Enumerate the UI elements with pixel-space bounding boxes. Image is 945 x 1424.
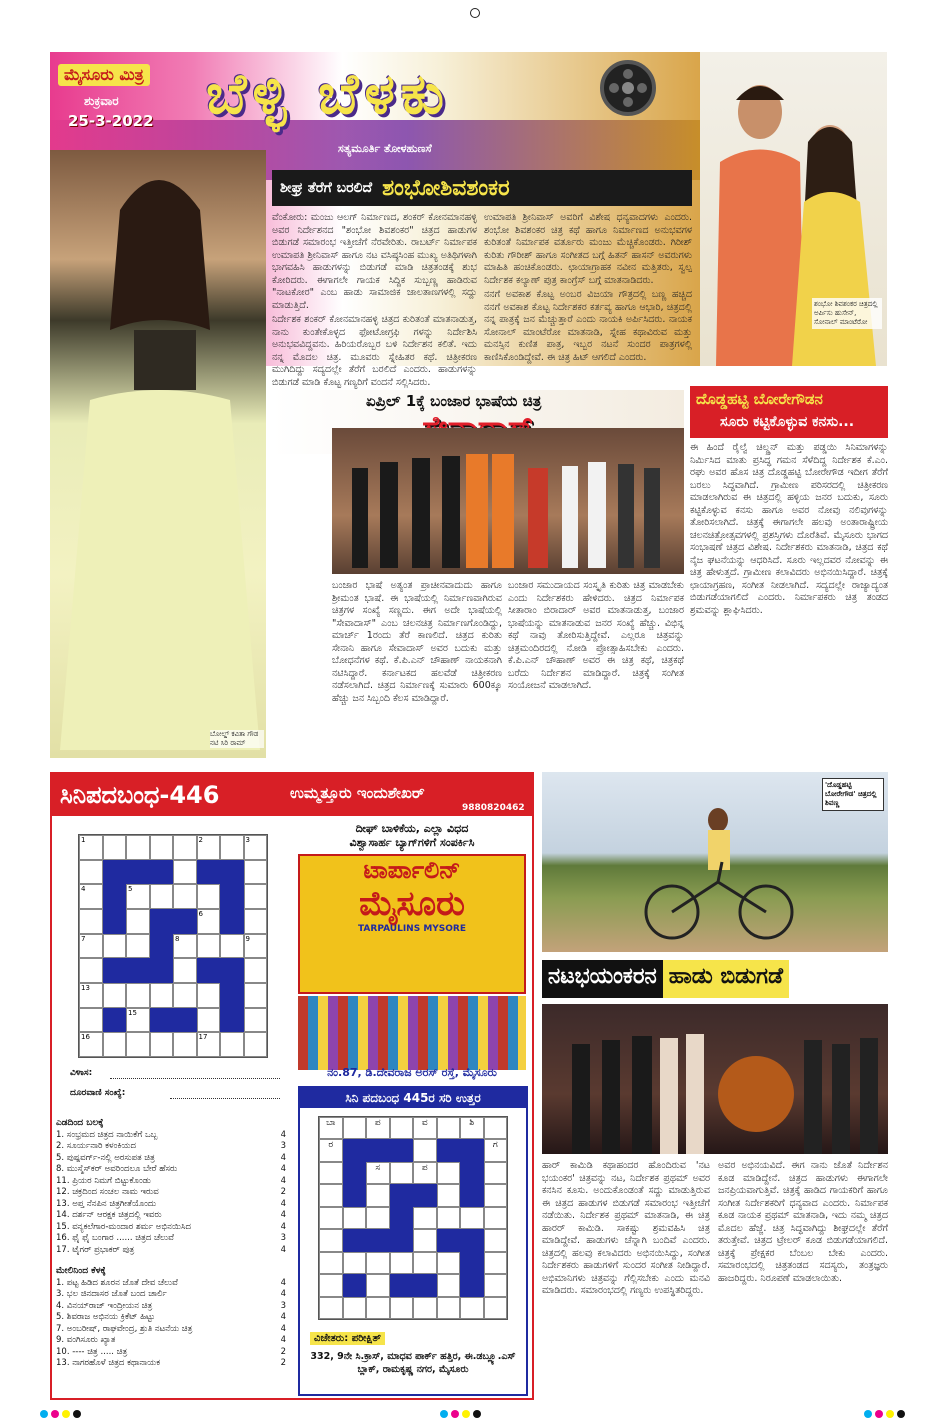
clue-length: 4 [280,1335,286,1346]
grid-cell[interactable] [244,1032,268,1057]
color-bar-center [440,1410,481,1418]
clue-length: 4 [280,1130,286,1140]
grid-cell[interactable]: 13 [79,983,103,1008]
ad-brand-en: TARPAULINS MYSORE [357,924,467,934]
grid-cell [319,1229,343,1251]
story3-headline-line1: ದೊಡ್ಡಹಟ್ಟಿ ಬೋರೇಗೌಡನ [696,390,823,408]
grid-cell[interactable] [244,958,268,983]
clue-length: 4 [280,1289,286,1300]
clue-length: 2 [280,1358,286,1369]
grid-cell[interactable] [103,1032,127,1057]
grid-block [390,1139,414,1161]
crossword-title: ಸಿನಿಪದಬಂಧ-446 [60,781,220,809]
issue-date: 25-3-2022 [68,112,154,130]
clue-length: 3 [280,1141,286,1152]
grid-cell[interactable]: 5 [126,884,150,909]
down-clues [56,1266,286,1370]
clue-text: 8. ಮುಸ್ಮೆಸ್‌ಕರ್ ಅವರಿಂದಲೂ ಬೇರೆ ಹೆಸರು [56,1164,178,1175]
clue-item [56,1164,286,1175]
grid-cell[interactable]: 7 [79,934,103,959]
grid-cell[interactable]: 9 [244,934,268,959]
clue-item [56,1289,286,1300]
grid-block [150,934,174,959]
ad-address: ನಂ.87, ಡಿ.ದೇವರಾಜ ಅರಸ್ ರಸ್ತೆ, ಮೈಸೂರು [327,1066,497,1079]
story3-body [690,442,888,754]
grid-cell [390,1162,414,1184]
grid-block [126,958,150,983]
grid-cell[interactable] [220,835,244,860]
grid-cell [437,1297,461,1319]
grid-block [103,958,127,983]
grid-cell [343,1297,367,1319]
grid-cell[interactable]: 17 [197,1032,221,1057]
grid-block [366,1229,390,1251]
grid-cell: ವ [413,1117,437,1139]
grid-cell [437,1117,461,1139]
phone-line[interactable] [170,1098,280,1099]
grid-block [220,1008,244,1033]
grid-cell [366,1297,390,1319]
grid-cell[interactable]: 6 [197,909,221,934]
story4-headline-b: ಹಾಡು ಬಿಡುಗಡೆ [663,960,789,998]
boregowda-photo [542,772,888,952]
story4-paragraph: ಅವರ ಅಭಿನಯವಿದೆ. ಈಗ ನಾನು ಜೊತೆ ನಿರ್ದೇಶನ ಕೂಡ ಮಾಡಿದ್ದೇನೆ. ಚಿತ್ರದ ಹಾಡುಗಳು ಈಗಾಗಲೇ ಜನಪ್ರಿಯವಾಗುತ್ತಿವೆ. ಚಿತ್ರಕ್ಕೆ ಹಾಡಿದ ಗಾಯಕರಿಗೆ ಹಾಗೂ ಸಂಗೀತ ನಿರ್ದೇಶಕರಿಗೆ ಧನ್ಯವಾದ ಎಂದರು. ನಿರ್ಮಾಪಕ ಕೂಡ ನಾಯಕ ಪ್ರಥಮ್ ಮಾತನಾಡಿ, ಇದು ನಮ್ಮ ಚಿತ್ರದ ಮೊದಲ ಹೆಜ್ಜೆ. ಚಿತ್ರ ಸಿದ್ಧವಾಗಿದ್ದು ಶೀಘ್ರದಲ್ಲೇ ತೆರೆಗೆ ತರುತ್ತೇವೆ. ಚಿತ್ರದ ಟ್ರೇಲರ್ ಕೂಡ ಬಿಡುಗಡೆಯಾಗಲಿದೆ. ಚಿತ್ರಕ್ಕೆ ಪ್ರೇಕ್ಷಕರ ಬೆಂಬಲ ಬೇಕು ಎಂದರು. ಸಮಾರಂಭದಲ್ಲಿ ಚಿತ್ರತಂಡದ ಸದಸ್ಯರು, ತಂತ್ರಜ್ಞರು ಹಾಜರಿದ್ದರು. ನಿರೂಪಣೆ ಮಾಡಲಾಯಿತು. [718,1160,888,1284]
grid-cell[interactable]: 3 [244,835,268,860]
grid-cell[interactable] [173,983,197,1008]
grid-block [343,1229,367,1251]
clue-text: 5. ಶಿವರಾಜ ಅಭಿನಯ ಕ್ರಿಕೆಟ್ ಹಿಟ್ಟು [56,1312,155,1323]
story1-column-2 [484,212,692,392]
grid-cell[interactable] [197,934,221,959]
clue-text: 4. ವಿನಯ್‌ರಾಜ್ ಇಂದ್ರೀಯನ ಚಿತ್ರ [56,1300,153,1311]
clue-item [56,1347,286,1358]
clue-item [56,1278,286,1289]
grid-cell: ಬಾ [319,1117,343,1139]
grid-block [220,958,244,983]
clue-text: 14. ದರ್ಶನ್ ಆರಕ್ಷಕ ಚಿತ್ರದಲ್ಲಿ ಇವರು [56,1210,162,1221]
grid-cell[interactable] [173,835,197,860]
couple-photo [700,52,887,366]
actress-photo [50,150,266,758]
story1-paragraph: ನನಗೆ ಅವಕಾಶ ಕೊಟ್ಟ ಅಂಬರ ವಿಜಯಾ ಗೌತ್ರದಲ್ಲಿ ಬಣ್ಣ ಹಚ್ಚಿದ ನನಗೆ ಅವಕಾಶ ಕೊಟ್ಟ ನಿರ್ದೇಶಕರ ಕರ್ತವ್ಯ ಹಾಗೂ ಆಭಾರಿ, ಚಿತ್ರದಲ್ಲಿ ನನ್ನ ಪಾತ್ರಕ್ಕೆ ಜನ ಮೆಚ್ಚುತ್ತಾರೆ ಎಂದು ನಾಯಕಿ ಅರ್ಪಿಸಿದರು. ನಾಯಕ ಸೋನಾಲ್ ಮಾಂಟೆರೋ ಮಾತನಾಡಿ, ಸ್ನೇಹ ಕಥಾವಿರುವ ಮತ್ತು ಮನಸ್ಸಿನ ಕುಣಿತ ಪಾತ್ರ, ಇಬ್ಬರ ನಟನೆ ಸುಂದರ ಪಾತ್ರಗಳಲ್ಲಿ ಕಾಣಿಸಿಕೊಂಡಿದ್ದೇವೆ. ಈ ಚಿತ್ರ ಹಿಟ್ ಆಗಲಿದೆ ಎಂದರು. [484,289,692,363]
grid-cell [413,1207,437,1229]
grid-block [413,1184,437,1206]
grid-cell[interactable] [79,958,103,983]
crossword-phone: 9880820462 [462,803,525,813]
answer-grid [318,1116,508,1320]
grid-block [460,1139,484,1161]
story1-headline-pre: ಶೀಘ್ರ ತೆರೆಗೆ ಬರಲಿದೆ [280,180,373,196]
grid-block [150,958,174,983]
grid-block [197,860,221,885]
grid-cell [319,1184,343,1206]
ad-brand-sign [298,854,526,994]
grid-block [103,909,127,934]
issue-day: ಶುಕ್ರವಾರ [84,94,119,108]
grid-block [366,1139,390,1161]
grid-cell[interactable] [126,909,150,934]
clue-length: 4 [280,1312,286,1323]
grid-cell [484,1229,508,1251]
clue-length: 3 [280,1300,286,1311]
grid-cell[interactable] [220,934,244,959]
clue-item [56,1176,286,1187]
grid-block [103,884,127,909]
grid-cell [484,1274,508,1296]
grid-block [126,860,150,885]
clue-item [56,1210,286,1221]
grid-cell [319,1252,343,1274]
natabhayankara-photo [542,1004,888,1154]
story1-headline [272,170,692,206]
clue-item [56,1222,286,1233]
grid-block [390,1274,414,1296]
grid-cell [484,1184,508,1206]
story4-paragraph: ಹಾರ್ ಕಾಮಿಡಿ ಕಥಾಹಂದರ ಹೊಂದಿರುವ 'ನಟ ಭಯಂಕರ' ಚಿತ್ರವನ್ನು ನಟ, ನಿರ್ದೇಶಕ ಪ್ರಥಮ್ ಅವರ ಕನಸಿನ ಕೂಸು. ಅಂದುಕೊಂಡಂತೆ ಸದ್ದು ಮಾಡುತ್ತಿರುವ ಈ ಚಿತ್ರದ ಹಾಡುಗಳ ಬಿಡುಗಡೆ ಸಮಾರಂಭ ಇತ್ತೀಚೆಗೆ ನಡೆಯಿತು. ನಿರ್ದೇಶಕ ಪ್ರಥಮ್ ಮಾತನಾಡಿ, ಈ ಚಿತ್ರ ಹಾರರ್ ಕಾಮಿಡಿ. ಸಾಕಷ್ಟು ಶ್ರಮವಹಿಸಿ ಚಿತ್ರ ಮಾಡಿದ್ದೇವೆ. ಹಾಡುಗಳು ಚೆನ್ನಾಗಿ ಬಂದಿವೆ ಎಂದರು. ಚಿತ್ರದಲ್ಲಿ ಹಲವು ಕಲಾವಿದರು ಅಭಿನಯಿಸಿದ್ದು, ಸಂಗೀತ ನಿರ್ದೇಶಕರು ಹಾಡುಗಳಿಗೆ ಸುಂದರ ಸಂಗೀತ ನೀಡಿದ್ದಾರೆ. ಅಭಿಮಾನಿಗಳು ಚಿತ್ರವನ್ನು ಗೆಲ್ಲಿಸಬೇಕು ಎಂದು ಮನವಿ ಮಾಡಿದರು. ಸಮಾರಂಭದಲ್ಲಿ ಗಣ್ಯರು ಉಪಸ್ಥಿತರಿದ್ದರು. [542,1160,710,1297]
clue-item [56,1153,286,1164]
grid-block [460,1162,484,1184]
story4-headline [542,960,888,998]
down-title: ಮೇಲಿನಿಂದ ಕೆಳಕ್ಕೆ [56,1266,106,1276]
address-label: ವಿಳಾಸ: [70,1068,93,1078]
grid-cell[interactable] [244,860,268,885]
grid-cell[interactable] [150,835,174,860]
story1-paragraph: ನಿರ್ದೇಶಕ ಶಂಕರ್ ಕೋನಮಾನಹಳ್ಳಿ ಚಿತ್ರದ ಕುರಿತಂತೆ ಮಾತನಾಡುತ್ತ, ನಾನು ಕುಂತೇಕೊಳ್ಳದ ಫೋಟೋಗ್ರಫಿ ಗಳನ್ನು ನಿರ್ದೇಶಿಸಿ ಅನುಭವವಿದ್ದವನು. ಹಿರಿಯರೊಬ್ಬರ ಬಳಿ ನಿರ್ದೇಶನ ಕಲಿತೆ. ಇದು ನನ್ನ ಮೊದಲ ಚಿತ್ರ. ಮೂವರು ಸ್ನೇಹಿತರ ಕಥೆ. ಚಿತ್ರೀಕರಣ ಮುಗಿದಿದ್ದು ಸದ್ಯದಲ್ಲೇ ತೆರೆಗೆ ಬರಲಿದೆ ಎಂದರು. ಹಾಡುಗಳನ್ನು ಬಿಡುಗಡೆ ಮಾಡಿ ಕೊಟ್ಟ ಗಣ್ಯರಿಗೆ ವಂದನೆ ಸಲ್ಲಿಸಿದರು. [272,314,477,388]
grid-block [103,1008,127,1033]
clue-text: 5. ಪುಷ್ಪವರ್ಗ್-ನಲ್ಲಿ ಅರಸುಪತ ಚಿತ್ರ [56,1152,155,1163]
grid-cell[interactable] [150,884,174,909]
grid-cell[interactable] [220,1032,244,1057]
grid-cell[interactable]: 8 [173,934,197,959]
ad-brand-line2: ಮೈಸೂರು [359,884,465,924]
clue-text: 2. ಸೂರ್ಯನಾರಿ ಕಳಂಕಿಯದ [56,1141,136,1152]
clue-item [56,1324,286,1335]
clue-text: 16. ಫೈ ಫೈ ಬಂಗಾರ ...... ಚಿತ್ರದ ಚೆಲುವೆ [56,1233,174,1244]
winner-address: 332, 9ನೇ ಸಿ.ಕ್ರಾಸ್, ಮಾಧವ ಪಾರ್ಕ್ ಹತ್ತಿರ, ಈ.ಡಬ್ಲ್ಯೂ.ಎಸ್ ಬ್ಲಾಕ್, ರಾಮಕೃಷ್ಣ ನಗರ, ಮೈಸೂರು [310,1351,516,1376]
crossword-author: ಉಮ್ಮತ್ತೂರು ಇಂದುಶೇಖರ್ [290,784,425,802]
grid-cell: ಶಿ [460,1117,484,1139]
grid-cell [437,1162,461,1184]
clue-length: 2 [280,1187,286,1198]
grid-block [343,1162,367,1184]
grid-cell: ಸ [366,1162,390,1184]
grid-block [220,983,244,1008]
grid-cell[interactable] [197,983,221,1008]
grid-cell[interactable] [244,983,268,1008]
clue-text: 10. ---- ಚಿತ್ರ ..... ಚಿತ್ರ [56,1346,128,1357]
clue-text: 13. ನಾಗರಹೊಳೆ ಚಿತ್ರದ ಕಥಾನಾಯಕ [56,1358,161,1369]
clue-length: 3 [280,1233,286,1244]
sevadas-group-photo [332,428,684,574]
grid-block [173,1008,197,1033]
grid-cell[interactable] [126,934,150,959]
clue-item [56,1141,286,1152]
clue-length: 4 [280,1278,286,1288]
grid-block [150,1008,174,1033]
grid-cell [484,1297,508,1319]
grid-block [460,1252,484,1274]
grid-cell [484,1117,508,1139]
clue-text: 17. ಟೈಗರ್ ಪ್ರಭಾಕರ್ ಪುತ್ರ [56,1244,135,1255]
clue-text: 12. ಚಕ್ರದಿಂದ ಸಂಚಲ ನಾಮ ಇರುವ [56,1187,159,1198]
grid-cell [390,1117,414,1139]
clue-length: 4 [280,1210,286,1221]
grid-cell [343,1207,367,1229]
grid-cell [437,1207,461,1229]
clue-item [56,1187,286,1198]
clue-text: 3. ಭಲ ಜಿನದಾಸರ ಜೊತೆ ಬಂದ ಚಾರ್ಲಿ [56,1289,167,1300]
grid-cell[interactable]: 16 [79,1032,103,1057]
grid-cell[interactable] [173,884,197,909]
grid-block [343,1274,367,1296]
grid-cell [437,1252,461,1274]
phone-label: ದೂರವಾಣಿ ಸಂಖ್ಯೆ: [70,1088,126,1098]
clue-length: 4 [280,1244,286,1255]
grid-cell[interactable] [103,835,127,860]
grid-cell[interactable] [103,983,127,1008]
grid-block [220,860,244,885]
grid-cell [437,1274,461,1296]
winner-label: ವಿಜೇತರು: ಪರೀಕ್ಷಿತ್ [310,1332,385,1345]
clue-item [56,1199,286,1210]
grid-cell[interactable] [126,1032,150,1057]
grid-block [460,1184,484,1206]
grid-cell: ಪ [413,1162,437,1184]
grid-cell [390,1252,414,1274]
grid-cell[interactable] [126,983,150,1008]
grid-cell[interactable] [244,884,268,909]
grid-cell [319,1207,343,1229]
grid-cell[interactable] [150,983,174,1008]
grid-cell[interactable] [173,1032,197,1057]
story2-column-1 [332,580,502,752]
clue-length: 2 [280,1346,286,1357]
grid-cell [343,1252,367,1274]
grid-cell: ರ [319,1139,343,1161]
clue-text: 1. ಸಂಭ್ರಮದ ಚಿತ್ರದ ನಾಯಿಕೆಗೆ ಒಬ್ಬ [56,1130,158,1140]
grid-cell[interactable] [173,860,197,885]
clue-text: 1. ಪಟ್ಟ ಹಿಡಿದ ಶೂರನ ಜೊತೆ ದೇವ ಚೆಲುವೆ [56,1278,178,1288]
ad-line2: ವಿಶ್ವಾಸಾರ್ಹ ಬ್ಯಾಗ್‌ಗಳಿಗೆ ಸಂಪರ್ಕಿಸಿ [349,836,475,849]
story4-column-2 [718,1160,888,1400]
color-bar-left [40,1410,81,1418]
grid-cell[interactable]: 1 [79,835,103,860]
grid-cell [437,1184,461,1206]
grid-block [390,1184,414,1206]
crossword-grid[interactable] [78,834,268,1058]
address-line[interactable] [110,1078,280,1079]
grid-cell [413,1229,437,1251]
grid-block [390,1207,414,1229]
story4-column-1 [542,1160,710,1400]
grid-cell: ಗ [484,1139,508,1161]
grid-cell[interactable] [197,884,221,909]
grid-block [413,1274,437,1296]
grid-cell [484,1207,508,1229]
grid-cell [366,1184,390,1206]
clue-item [56,1301,286,1312]
ad-brand-line1: ಟಾರ್ಪಾಲಿನ್ [363,856,461,884]
grid-block [150,909,174,934]
grid-block [220,909,244,934]
grid-cell[interactable] [150,1032,174,1057]
story2-column-2 [508,580,684,752]
section-title: ಬೆಳ್ಳಿ ಬೆಳಕು [206,62,450,127]
film-reel-icon [600,60,656,116]
grid-block [173,909,197,934]
grid-block [343,1139,367,1161]
ad-line1: ದೀಘ್ ಬಾಳಿಕೆಯ, ಎಲ್ಲಾ ವಿಧದ [355,822,469,835]
grid-cell[interactable] [244,1008,268,1033]
across-clues [56,1118,286,1256]
clue-item [56,1233,286,1244]
grid-cell[interactable] [173,958,197,983]
clue-item [56,1130,286,1141]
story2-headline-pre: ಏಪ್ರಿಲ್ 1ಕ್ಕೆ ಬಂಜಾರ ಭಾಷೆಯ ಚಿತ್ರ [366,392,542,410]
grid-block [103,860,127,885]
grid-cell [460,1297,484,1319]
ad-shop-photo [298,996,526,1070]
actress-caption: ಬೋಲ್ಡ್ ಕವಿತಾ ಗೌಡ ನಟಿ ಸಿರಿ ರಾಮ್ [210,730,264,748]
clue-length: 4 [280,1198,286,1209]
grid-cell[interactable] [79,860,103,885]
grid-cell [366,1207,390,1229]
grid-cell[interactable] [126,835,150,860]
story4-headline-a: ನಟಭಯಂಕರನ [542,960,663,998]
grid-block [437,1139,461,1161]
boregowda-photo-caption: 'ದೊಡ್ಡಹಟ್ಟಿ ಬೋರೇಗೌಡ' ಚಿತ್ರದಲ್ಲಿ ಶಿವಣ್ಣ [822,778,884,811]
clue-text: 7. ಅಂಬರೀಷ್, ರಾಘವೇಂದ್ರ, ಶ್ರುತಿ ನಟನೆಯ ಚಿತ್ರ [56,1323,193,1334]
grid-cell [390,1297,414,1319]
clue-text: 11. ಪ್ರಿಯರ ನಿಮಗೆ ಬಿಟ್ಟುಕೊಂಡು [56,1175,151,1186]
grid-block [437,1229,461,1251]
clue-length: 4 [280,1221,286,1232]
color-bar-right [864,1410,905,1418]
grid-cell [413,1139,437,1161]
byline: ಸತ್ಯಮೂರ್ತಿ ತೋಳಹುಣಸೆ [338,142,432,155]
story1-paragraph: ವೆಂಕೋರು: ಮಂಜು ಆಲಗ್ ನಿರ್ಮಾಣದ, ಶಂಕರ್ ಕೋನಮಾನಹಳ್ಳಿ ಅವರ ನಿರ್ದೇಶನದ "ಶಂಭೋ ಶಿವಶಂಕರ" ಚಿತ್ರದ ಹಾಡುಗಳ ಬಿಡುಗಡೆ ಸಮಾರಂಭ ಇತ್ತೀಚೆಗೆ ನೆರವೇರಿತು. ರಾಬರ್ಟ್ ನಿರ್ಮಾಪಕ ಉಮಾಪತಿ ಶ್ರೀನಿವಾಸ್ ಹಾಗೂ ನಟ ವಸಿಷ್ಠಸಿಂಹ ಮುಖ್ಯ ಅತಿಥಿಗಳಾಗಿ ಭಾಗವಹಿಸಿ ಹಾಡುಗಳನ್ನು ಬಿಡುಗಡೆ ಮಾಡಿ ಚಿತ್ರತಂಡಕ್ಕೆ ಶುಭ ಕೋರಿದರು. ಈಗಾಗಲೇ ಗಾಯಕ ಸಿದ್ದಿಕ ಸುಬ್ಬಣ್ಣ ಹಾಡಿರುವ "ನಾಟಕೋರ" ಎಂಬ ಹಾಡು ಸಾಮಾಜಿಕ ಜಾಲತಾಣಗಳಲ್ಲಿ ಸದ್ದು ಮಾಡುತ್ತಿದೆ. [272,212,477,311]
answer-title: ಸಿನಿ ಪದಬಂಧ 445ರ ಸರಿ ಉತ್ತರ [300,1088,526,1108]
clue-text: 15. ವನ್ಯಕಲೆಗಾರ-ಮಂದಾರ ಶರ್ಮ ಅಭಿನಯಿಸಿದ [56,1221,191,1232]
story1-headline-main: ಶಂಭೋಶಿವಶಂಕರ [382,175,510,201]
clue-text: 9. ವಂಗಿಸೂರು ಖ್ಯಾತ [56,1335,116,1346]
registration-mark [470,8,480,18]
grid-cell[interactable] [197,1008,221,1033]
grid-cell: ಪ [366,1117,390,1139]
grid-cell[interactable]: 15 [126,1008,150,1033]
clue-item [56,1358,286,1369]
story3-headline [690,386,888,438]
clue-length: 4 [280,1152,286,1163]
grid-cell [413,1252,437,1274]
grid-block [343,1184,367,1206]
clue-length: 4 [280,1175,286,1186]
grid-cell [366,1252,390,1274]
clue-text: 13. ಅಪ್ತ ನೆನಪಿನ ಚಿತ್ರಗೀತೆಯೊಂದು [56,1198,157,1209]
story3-paragraph: ಈ ಹಿಂದೆ ರೈಲ್ವೆ ಚಿಲ್ಡ್ರನ್ ಮತ್ತು ಪಡ್ಡಯಿ ಸಿನಿಮಾಗಳನ್ನು ನಿರ್ಮಿಸಿದ ಮಾತು ಪ್ರಸಿದ್ಧ ಗಮನ ಸೆಳೆದಿದ್ದ ನಿರ್ದೇಶಕ ಕೆ.ಎಂ. ರಘು ಅವರ ಹೊಸ ಚಿತ್ರ ದೊಡ್ಡಹಟ್ಟಿ ಬೋರೇಗೌಡ ಇದೀಗ ತೆರೆಗೆ ಬರಲು ಸಿದ್ಧವಾಗಿದೆ. ಗ್ರಾಮೀಣ ಪರಿಸರದಲ್ಲಿ ಚಿತ್ರೀಕರಣ ಮಾಡಲಾಗಿರುವ ಈ ಚಿತ್ರದಲ್ಲಿ ಹಳ್ಳಿಯ ಜನರ ಬದುಕು, ಸೂರು ಕಟ್ಟಿಕೊಳ್ಳುವ ಕನಸು ಹಾಗೂ ಅವರ ನೋವು ನಲಿವುಗಳನ್ನು ತೋರಿಸಲಾಗಿದೆ. ಚಿತ್ರಕ್ಕೆ ಈಗಾಗಲೇ ಹಲವು ಅಂತಾರಾಷ್ಟ್ರೀಯ ಚಲನಚಿತ್ರೋತ್ಸವಗಳಲ್ಲಿ ಪ್ರಶಸ್ತಿಗಳು ದೊರೆತಿವೆ. ಮೈಸೂರು ಭಾಗದ ಸಂಭಾಷಣೆ ಚಿತ್ರದ ವಿಶೇಷ. ನಿರ್ದೇಶಕರು ಮಾತನಾಡಿ, ಚಿತ್ರದ ಕಥೆ ನೈಜ ಘಟನೆಯನ್ನು ಆಧರಿಸಿದೆ. ಸೂರು ಇಲ್ಲದವರ ನೋವನ್ನು ಈ ಚಿತ್ರ ಹೇಳುತ್ತದೆ. ಗ್ರಾಮೀಣ ಕಲಾವಿದರು ಅಭಿನಯಿಸಿದ್ದಾರೆ. ಚಿತ್ರಕ್ಕೆ ಛಾಯಾಗ್ರಹಣ, ಸಂಗೀತ ನೀಡಲಾಗಿದೆ. ಸದ್ಯದಲ್ಲೇ ರಾಜ್ಯಾದ್ಯಂತ ಬಿಡುಗಡೆಯಾಗಲಿದೆ ಎಂದರು. ನಿರ್ಮಾಪಕರು ಚಿತ್ರ ತಂಡದ ಶ್ರಮವನ್ನು ಶ್ಲಾಘಿಸಿದರು. [690,442,888,616]
grid-cell [484,1162,508,1184]
grid-cell [484,1252,508,1274]
couple-caption: ಶಂಭೋ ಶಿವಶಂಕರ ಚಿತ್ರದಲ್ಲಿ ಅರ್ಪಿಸು ಹುಸೇನ್, ಸೋನಾಲ್ ಮಾಂಟೆರೋ [812,298,882,329]
story1-column-1 [272,212,477,392]
grid-cell [366,1274,390,1296]
clue-item [56,1312,286,1323]
grid-block [197,958,221,983]
clue-item [56,1335,286,1346]
grid-cell [460,1207,484,1229]
paper-name: ಮೈಸೂರು ಮಿತ್ರ [58,64,150,86]
grid-cell[interactable] [79,1008,103,1033]
across-title: ಎಡದಿಂದ ಬಲಕ್ಕೆ [56,1118,104,1128]
grid-cell[interactable] [79,909,103,934]
story2-paragraph: ಬಂಜಾರ ಸಮುದಾಯದ ಸಂಸ್ಕೃತಿ ಕುರಿತು ಚಿತ್ರ ಮಾಡಬೇಕು ಎಂದು ನಿರ್ದೇಶಕರು ಹೇಳಿದರು. ಚಿತ್ರದ ನಿರ್ಮಾಪಕ ಸೀತಾರಾಂ ಬಿರಾದಾರ್ ಅವರ ಮಾತನಾಡುತ್ತ, ಬಂಜಾರ ಭಾಷೆಯನ್ನು ಮಾತನಾಡುವ ಜನರ ಸಂಖ್ಯೆ ಹೆಚ್ಚು. ವಿಭಿನ್ನ ಕಥೆ ನಾವು ತೋರಿಸುತ್ತಿದ್ದೇವೆ. ಎಲ್ಲರೂ ಚಿತ್ರವನ್ನು ಚಿತ್ರಮಂದಿರದಲ್ಲಿ ನೋಡಿ ಪ್ರೋತ್ಸಾಹಿಸಬೇಕು ಎಂದರು. ಕೆ.ಪಿ.ಎನ್ ಚೌಹಾಣ್ ಅವರ ಈ ಚಿತ್ರ ಕಥೆ, ಚಿತ್ರಕಥೆ ಬರೆದು ನಿರ್ದೇಶನ ಮಾಡಿದ್ದಾರೆ. ಚಿತ್ರಕ್ಕೆ ಸಂಗೀತ ಸಂಯೋಜನೆ ಮಾಡಲಾಗಿದೆ. [508,580,684,692]
story3-headline-line2: ಸೂರು ಕಟ್ಟಿಕೊಳ್ಳುವ ಕನಸು... [720,414,855,430]
clue-length: 4 [280,1164,286,1175]
tarpaulin-ad[interactable] [294,820,530,1082]
grid-cell [343,1117,367,1139]
grid-cell [319,1162,343,1184]
grid-block [220,884,244,909]
grid-cell [319,1274,343,1296]
story2-paragraph: ಬಂಜಾರ ಭಾಷೆ ಅತ್ಯಂತ ಪ್ರಾಚೀನವಾದುದು ಹಾಗೂ ಶ್ರೀಮಂತ ಭಾಷೆ. ಈ ಭಾಷೆಯಲ್ಲಿ ನಿರ್ಮಾಣವಾಗಿರುವ ಚಿತ್ರಗಳ ಸಂಖ್ಯೆ ಸಣ್ಣದು. ಈಗ ಅದೇ ಭಾಷೆಯಲ್ಲಿ "ಸೇವಾದಾಸ್" ಎಂಬ ಚಲನಚಿತ್ರ ನಿರ್ಮಾಣಗೊಂಡಿದ್ದು, ಮಾರ್ಚ್ 1ರಂದು ತೆರೆ ಕಾಣಲಿದೆ. ಚಿತ್ರದ ಕುರಿತು ಸೇನಾನಿ ಹಾಗೂ ಸೇವಾದಾಸ್ ಅವರ ಬದುಕು ಮತ್ತು ಬೋಧನೆಗಳ ಕಥೆ. ಕೆ.ಪಿ.ಎನ್ ಚೌಹಾಣ್ ನಾಯಕನಾಗಿ ನಟಿಸಿದ್ದಾರೆ. ಕರ್ನಾಟಕದ ಹಲವೆಡೆ ಚಿತ್ರೀಕರಣ ನಡೆಸಲಾಗಿದೆ. ಚಿತ್ರದ ನಿರ್ಮಾಣಕ್ಕೆ ಸುಮಾರು 600ಕ್ಕೂ ಹೆಚ್ಚು ಜನ ಸಿಬ್ಬಂದಿ ಕೆಲಸ ಮಾಡಿದ್ದಾರೆ. [332,580,502,704]
clue-length: 4 [280,1323,286,1334]
grid-cell [413,1297,437,1319]
grid-cell[interactable]: 2 [197,835,221,860]
grid-cell[interactable] [244,909,268,934]
grid-cell [319,1297,343,1319]
grid-block [390,1229,414,1251]
clue-item [56,1245,286,1256]
grid-block [460,1229,484,1251]
grid-cell[interactable]: 4 [79,884,103,909]
grid-cell[interactable] [103,934,127,959]
grid-block [460,1274,484,1296]
story1-paragraph: ಉಮಾಪತಿ ಶ್ರೀನಿವಾಸ್ ಅವರಿಗೆ ವಿಶೇಷ ಧನ್ಯವಾದಗಳು ಎಂದರು. ಶಂಭೋ ಶಿವಶಂಕರ ಚಿತ್ರ ಕಥೆ ಹಾಗೂ ನಿರ್ಮಾಣದ ಅನುಭವಗಳ ಕುರಿತಂತೆ ನಿರ್ಮಾಪಕ ವರ್ತೂರು ಮಂಜು ಮೆಚ್ಚಿಕೊಂಡರು. ಗಿರೀಶ್ ಕುರಿತು ಗೌರೀಶ್ ಹಾಗೂ ಸಂಗೀತದ ಬಗ್ಗೆ ಹಿತನ್ ಹಾಸನ್ ಅವರುಗಳು ಮಾಹಿತಿ ಹಂಚಿಕೊಂಡರು. ಛಾಯಾಗ್ರಾಹಕ ನವೀನ ಮತ್ತಿತರು, ಸ್ವಲ್ಪ ನಿರ್ದೇಶಕ ಕಲ್ಯಾಣ್ ಪುತ್ರ ಕಾಂಗ್ರೆಸ್ ಬಗ್ಗೆ ಮಾತನಾಡಿದರು. [484,212,692,286]
grid-block [150,860,174,885]
